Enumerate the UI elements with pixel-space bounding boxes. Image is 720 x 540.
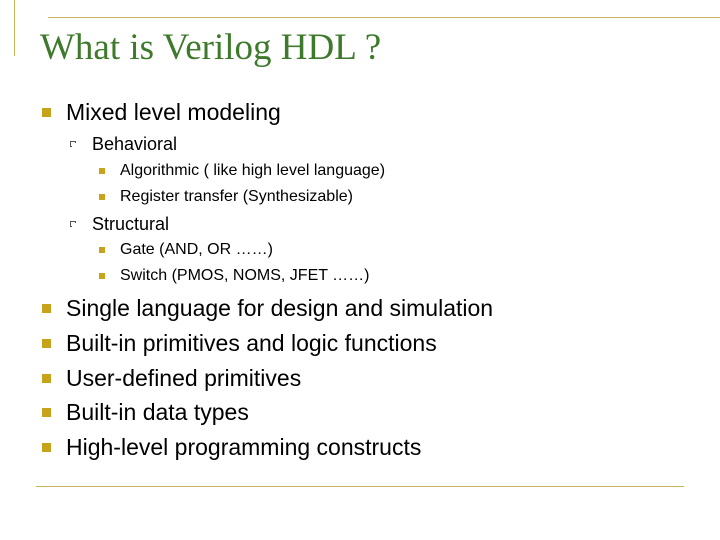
sub-bullet-text: Behavioral [92, 134, 178, 154]
bullet-text: Mixed level modeling [66, 99, 281, 125]
bullet-text: Built-in data types [66, 399, 249, 425]
square-bullet-icon [99, 168, 105, 174]
sub-sub-bullet-text: Switch (PMOS, NOMS, JFET ……) [120, 267, 370, 284]
square-bullet-icon [99, 194, 105, 200]
square-bullet-icon [42, 339, 51, 348]
sub-sub-bullet-text: Algorithmic ( like high level language) [120, 162, 386, 179]
sub-bullet-text: Structural [92, 214, 170, 234]
square-bullet-icon [42, 443, 51, 452]
bullet-text: User-defined primitives [66, 365, 302, 391]
decorative-top-rule [48, 17, 720, 18]
hollow-square-bullet-icon [70, 141, 76, 147]
bullet-text: Built-in primitives and logic functions [66, 330, 437, 356]
square-bullet-icon [42, 374, 51, 383]
bullet-text: Single language for design and simulation [66, 295, 494, 321]
slide-title: What is Verilog HDL ? [40, 27, 382, 68]
hollow-square-bullet-icon [70, 221, 76, 227]
decorative-bottom-rule [36, 486, 684, 487]
square-bullet-icon [42, 304, 51, 313]
sub-sub-bullet-text: Register transfer (Synthesizable) [120, 188, 353, 205]
square-bullet-icon [42, 408, 51, 417]
bullet-text: High-level programming constructs [66, 434, 422, 460]
sub-sub-bullet-text: Gate (AND, OR ……) [120, 241, 273, 258]
square-bullet-icon [42, 108, 51, 117]
square-bullet-icon [99, 273, 105, 279]
decorative-vertical-rule [14, 0, 15, 56]
square-bullet-icon [99, 247, 105, 253]
